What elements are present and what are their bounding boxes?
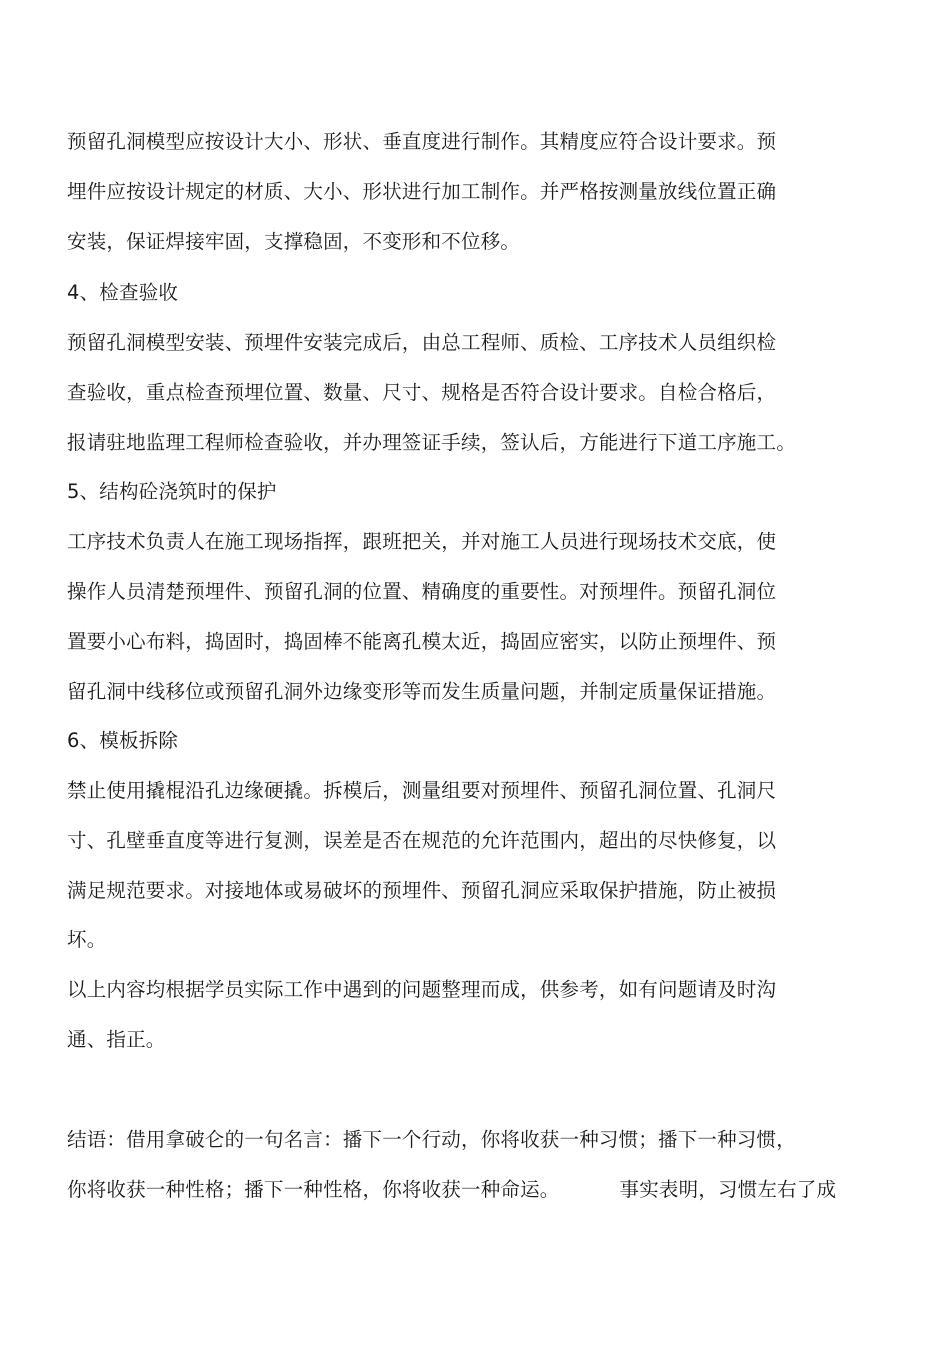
paragraph-line: 满足规范要求。对接地体或易破坏的预埋件、预留孔洞应采取保护措施，防止被损 <box>67 879 777 902</box>
paragraph-line: 预留孔洞模型应按设计大小、形状、垂直度进行制作。其精度应符合设计要求。预 <box>67 130 777 153</box>
paragraph-line <box>67 1178 836 1202</box>
section-heading: 5、结构砼浇筑时的保护 <box>67 480 277 503</box>
paragraph-segment: 你将收获一种性格；播下一种性格，你将收获一种命运。 <box>67 1178 560 1201</box>
paragraph-line: 寸、孔壁垂直度等进行复测，误差是否在规范的允许范围内，超出的尽快修复，以 <box>67 829 777 852</box>
paragraph-line: 安装，保证焊接牢固，支撑稳固，不变形和不位移。 <box>67 230 521 253</box>
paragraph-line: 置要小心布料，捣固时，捣固棒不能离孔模太近，捣固应密实，以防止预埋件、预 <box>67 630 777 653</box>
paragraph-line: 留孔洞中线移位或预留孔洞外边缘变形等而发生质量问题，并制定质量保证措施。 <box>67 680 777 703</box>
paragraph-line: 埋件应按设计规定的材质、大小、形状进行加工制作。并严格按测量放线位置正确 <box>67 180 777 203</box>
paragraph-line: 结语：借用拿破仑的一句名言：播下一个行动，你将收获一种习惯；播下一种习惯， <box>67 1128 796 1151</box>
paragraph-line: 报请驻地监理工程师检查验收，并办理签证手续，签认后，方能进行下道工序施工。 <box>67 431 796 454</box>
paragraph-segment: 事实表明，习惯左右了成 <box>619 1178 837 1201</box>
paragraph-line: 预留孔洞模型安装、预埋件安装完成后，由总工程师、质检、工序技术人员组织检 <box>67 331 777 354</box>
section-heading: 4、检查验收 <box>67 281 179 304</box>
paragraph-line: 禁止使用撬棍沿孔边缘硬撬。拆模后，测量组要对预埋件、预留孔洞位置、孔洞尺 <box>67 779 777 802</box>
paragraph-line: 工序技术负责人在施工现场指挥，跟班把关，并对施工人员进行现场技术交底，使 <box>67 530 777 553</box>
paragraph-line: 坏。 <box>67 928 107 951</box>
paragraph-line: 操作人员清楚预埋件、预留孔洞的位置、精确度的重要性。对预埋件。预留孔洞位 <box>67 580 777 603</box>
paragraph-line: 以上内容均根据学员实际工作中遇到的问题整理而成，供参考，如有问题请及时沟 <box>67 978 777 1001</box>
paragraph-line: 查验收，重点检查预埋位置、数量、尺寸、规格是否符合设计要求。自检合格后， <box>67 381 777 404</box>
paragraph-line: 通、指正。 <box>67 1028 166 1051</box>
section-heading: 6、模板拆除 <box>67 729 179 752</box>
